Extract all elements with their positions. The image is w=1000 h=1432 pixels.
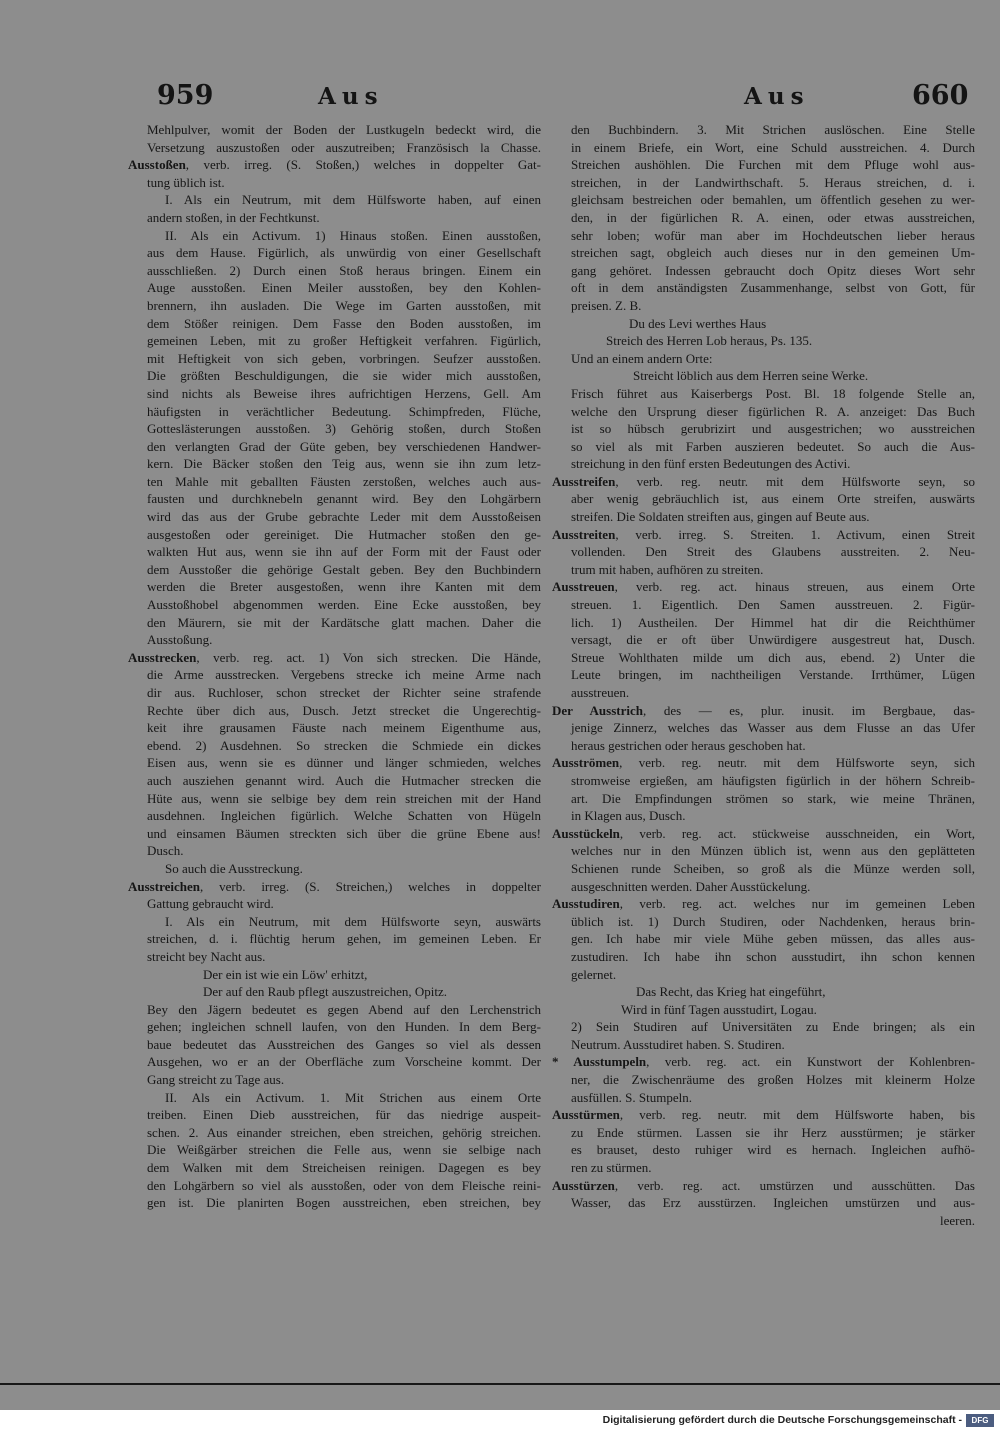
- text-line: wird das aus der Grube gebrachte Leder mit dem Ausstoßeisen: [147, 509, 541, 525]
- headword: Ausstürmen: [552, 1107, 620, 1123]
- text-line: Hüte aus, wenn sie selbige bey dem rein streichen mit der Hand: [147, 790, 541, 806]
- text-line: Auge ausstoßen. Einen Meiler ausstoßen, bey den Kohlen-: [147, 280, 541, 296]
- text-line: oft in dem anständigsten Zusammenhange, selbst von Gott, für: [571, 280, 975, 296]
- entry-headword-line: Ausstürzen, verb. reg. act. umstürzen und ausschütten. Das: [552, 1177, 975, 1193]
- entry-headword-line: Ausstürmen, verb. reg. neutr. mit dem Hülfsworte haben, bis: [552, 1107, 975, 1123]
- text-line: II. Als ein Activum. 1) Hinaus stoßen. Einen ausstoßen,: [165, 227, 541, 243]
- text-line: ausgestoßen oder gereiniget. Die Hutmacher stoßen den ge-: [147, 526, 541, 542]
- entry-headword-line: Ausstreuen, verb. reg. act. hinaus streuen, aus einem Orte: [552, 579, 975, 595]
- text-line: Gotteslästerungen ausstoßen. 3) Gehörig stoßen, durch Stoßen: [147, 421, 541, 437]
- verse-line: Der ein ist wie ein Löw' erhitzt,: [203, 966, 368, 982]
- text-line: So auch die Ausstreckung.: [165, 860, 303, 876]
- text-line: ausstreuen.: [571, 685, 630, 700]
- text-line: Ausstoßhobel abgenommen werden. Eine Ecke ausstoßen, bey: [147, 597, 541, 613]
- verse-line: Wird in fünf Tagen ausstudirt, Logau.: [621, 1001, 817, 1017]
- text-line: Schienen runde Scheiben, so groß als die Münze werden soll,: [571, 860, 975, 876]
- text-line: lich. 1) Austheilen. Der Himmel hat dir die Reichthümer: [571, 614, 975, 630]
- headword: Ausstreichen: [128, 878, 200, 894]
- text-line: I. Als ein Neutrum, mit dem Hülfsworte haben, auf einen: [165, 192, 541, 208]
- text-line: II. Als ein Activum. 1. Mit Strichen aus einem Orte: [165, 1089, 541, 1105]
- text-line: 2) Sein Studiren auf Universitäten zu Ende bringen; als ein: [571, 1019, 975, 1035]
- text-line: gen. Ich habe mir viele Mühe geben müssen, das alles aus-: [571, 931, 975, 947]
- entry-headword-line: Ausstreichen, verb. irreg. (S. Streichen,) welches in doppelter: [128, 878, 541, 894]
- text-line: gleichsam bestreichen oder bemahlen, um öffentlich gesehen zu wer-: [571, 192, 975, 208]
- text-line: ten Mahle mit geballten Fäusten zerstoßen, welches auch aus-: [147, 473, 541, 489]
- text-line: streichen, d. i. flüchtig herum gehen, im gemeinen Leben. Er: [147, 931, 541, 947]
- text-line: treiben. Einen Dieb ausstreichen, für das niedrige auspeit-: [147, 1107, 541, 1123]
- text-line: preisen. Z. B.: [571, 297, 642, 313]
- text-line: Die größten Beschuldigungen, die sie wider mich ausstoßen,: [147, 368, 541, 384]
- text-line: dem Ausstoßer die gehörige Gestalt geben. Bey den Buchbindern: [147, 561, 541, 577]
- text-line: heraus gestrichen oder heraus geschoben hat.: [571, 737, 806, 753]
- entry-headword-line: Ausstreifen, verb. reg. neutr. mit dem Hülfsworte seyn, so: [552, 473, 975, 489]
- text-line: gang gehöret. Indessen gebraucht doch Opitz dieses Wort sehr: [571, 262, 975, 278]
- text-line: Dusch.: [147, 843, 184, 859]
- text-line: aus dem Hause. Figürlich, als unwürdig von einer Gesellschaft: [147, 245, 541, 261]
- text-line: Eisen aus, wenn sie es dünner und länger schmieden, welches: [147, 755, 541, 771]
- text-line: streifen. Die Soldaten streiften aus, gingen auf Beute aus.: [571, 509, 870, 525]
- text-line: kern. Die Bäcker stoßen den Teig aus, wenn sie ihn zum letz-: [147, 456, 541, 472]
- digitization-credit: Digitalisierung gefördert durch die Deutsche Forschungsgemeinschaft -: [602, 1414, 962, 1426]
- verse-line: Du des Levi werthes Haus: [629, 315, 767, 331]
- verse-line: Streich des Herren Lob heraus, Ps. 135.: [606, 333, 813, 349]
- text-line: streichung in den fünf ersten Bedeutungen des Activi.: [571, 456, 851, 472]
- page-number-left: 959: [157, 80, 214, 111]
- text-line: art. Die Empfindungen strömen so stark, wie meine Thränen,: [571, 790, 975, 806]
- text-line: mit Heftigkeit von sich geben, vorbringen. Seufzer ausstoßen.: [147, 350, 541, 366]
- text-line: so viel als mit Farben auszieren bedeutet. So auch die Aus-: [571, 438, 975, 454]
- text-line: gelernet.: [571, 966, 617, 982]
- text-line: werden die Breter ausgestoßen, wenn ihre Kanten mit dem: [147, 579, 541, 595]
- text-line: zustudiren. Ich habe ihn schon ausstudirt, ihn schon kennen: [571, 948, 975, 964]
- text-line: ausfüllen. S. Stumpeln.: [571, 1089, 692, 1105]
- text-line: aber wenig gebräuchlich ist, aus einem Orte streifen, auswärts: [571, 491, 975, 507]
- text-line: I. Als ein Neutrum, mit dem Hülfsworte seyn, auswärts: [165, 913, 541, 929]
- text-line: Ausgehen, wo er an der Oberfläche zum Vorscheine kommt. Der: [147, 1054, 541, 1070]
- text-line: Mehlpulver, womit der Boden der Lustkugeln bedeckt wird, die: [147, 122, 541, 137]
- text-line: dir aus. Ruchloser, schon strecket der Richter seine strafende: [147, 685, 541, 700]
- text-line: streichen, in der Landwirthschaft. 5. Heraus streichen, d. i.: [571, 174, 975, 190]
- text-line: Neutrum. Ausstudiret haben. S. Studiren.: [571, 1036, 785, 1052]
- entry-headword-line: Ausstoßen, verb. irreg. (S. Stoßen,) welches in doppelter Gat-: [128, 157, 541, 173]
- headword: Ausstreuen: [552, 579, 615, 595]
- headword: Der Ausstrich: [552, 702, 643, 718]
- text-line: vollenden. Den Streit des Glaubens ausstreiten. 2. Neu-: [571, 544, 975, 560]
- text-line: baue bedeutet das Ausstreichen des Ganges so viel als dessen: [147, 1036, 541, 1052]
- headword: Ausströmen: [552, 755, 620, 771]
- text-line: in Klagen aus, Dusch.: [571, 808, 686, 824]
- text-line: Frisch führet aus Kaiserbergs Post. Bl. 18 folgende Stelle an,: [571, 385, 975, 401]
- text-line: fausten und durchknebeln genannt wird. Bey den Lohgärbern: [147, 491, 541, 507]
- text-line: Wasser, das Erz ausstürzen. Ingleichen umstürzen und aus-: [571, 1195, 975, 1211]
- text-line: stromweise ergießen, am häufigsten figürlich in der höhern Schreib-: [571, 772, 975, 788]
- text-line: dem Walken mit dem Streicheisen reinigen. Dagegen es bey: [147, 1160, 541, 1176]
- text-line: den Mäurern, sie mit der Kardätsche glatt machen. Daher die: [147, 614, 541, 630]
- text-line: brennern, ihn ausladen. Die Wege im Garten ausstoßen, mit: [147, 297, 541, 313]
- text-line: und einsamen Bäumen streckten sich über die grüne Ebene aus!: [147, 825, 541, 841]
- running-head-right: Aus: [744, 83, 810, 110]
- text-line: welches nur in den Münzen üblich ist, wenn aus den geplätteten: [571, 843, 975, 859]
- page-bottom-rule: [0, 1383, 1000, 1385]
- headword: * Ausstumpeln: [552, 1054, 647, 1070]
- text-line: üblich ist. 1) Durch Studiren, oder Nachdenken, heraus brin-: [571, 913, 975, 929]
- headword: Ausstürzen: [552, 1177, 615, 1193]
- left-column: [128, 121, 541, 1212]
- text-line: andern stoßen, in der Fechtkunst.: [147, 209, 320, 225]
- text-line: jenige Zinnerz, welches das Wasser aus dem Flusse an das Ufer: [571, 720, 975, 736]
- text-line: ren zu stürmen.: [571, 1160, 652, 1176]
- text-line: Rechte über dich aus, Dusch. Jetzt strecket die Ungerechtig-: [147, 702, 541, 718]
- text-line: ist so hübsch gerubrizirt und ausgestrichen; wo ausstreichen: [571, 421, 975, 437]
- text-line: Die Weißgärber streichen die Felle aus, wenn sie selbige nach: [147, 1142, 541, 1158]
- text-line: tung üblich ist.: [147, 174, 225, 190]
- text-line: trum mit haben, aufhören zu streiten.: [571, 561, 764, 577]
- text-line: schen. 2. Aus einander streichen, eben streichen, gehörig streichen.: [147, 1124, 541, 1140]
- page-number-right: 660: [912, 80, 969, 111]
- text-line: leeren.: [939, 1212, 975, 1228]
- text-line: es brauset, desto ruhiger wird es hernach. Ingleichen aufhö-: [571, 1142, 975, 1158]
- running-head-left: Aus: [318, 83, 384, 110]
- text-line: den Buchbindern. 3. Mit Strichen auslöschen. Eine Stelle: [571, 122, 975, 137]
- text-line: ausgeschnitten werden. Daher Ausstückelung.: [571, 878, 811, 894]
- text-line: den verlangten Grad der Güte geben, bey verschiedenen Handwer-: [147, 438, 541, 454]
- text-line: sehr loben; wofür man aber im Hochdeutschen lieber heraus: [571, 227, 975, 243]
- text-line: Gattung gebraucht wird.: [147, 896, 274, 912]
- text-line: ner, die Zwischenräume des großen Holzes mit kleinerm Holze: [571, 1072, 975, 1088]
- right-column: [552, 121, 976, 1229]
- entry-headword-line: Ausstudiren, verb. reg. act. welches nur im gemeinen Leben: [552, 896, 975, 912]
- text-line: dem Stößer reinigen. Dem Fasse den Boden ausstoßen, im: [147, 315, 541, 331]
- text-line: den Lohgärbern so viel als ausstoßen, oder von dem Fleische reini-: [147, 1177, 541, 1193]
- text-line: Ausstoßung.: [147, 632, 213, 648]
- verse-line: Der auf den Raub pflegt auszustreichen, Opitz.: [203, 984, 448, 1000]
- text-line: ausdehnen. Ingleichen figürlich. Welche Schatten von Hügeln: [147, 808, 541, 824]
- text-line: Streue Wohlthaten milde um dich aus, ebend. 2) Unter die: [571, 649, 975, 665]
- headword: Ausstreiten: [552, 526, 616, 542]
- text-line: in einem Briefe, ein Wort, eine Schuld ausstreichen. 4. Durch: [571, 139, 975, 155]
- headword: Ausstreifen: [552, 473, 616, 489]
- text-line: Leute bringen, im nachtheiligen Verstande. Irrthümer, Lügen: [571, 667, 975, 683]
- headword: Ausstoßen: [128, 157, 186, 173]
- text-line: walkten Hut aus, wenn sie ihn auf der Form mit der Faust oder: [147, 544, 541, 560]
- entry-headword-line: Ausstückeln, verb. reg. act. stückweise ausschneiden, ein Wort,: [552, 825, 975, 841]
- entry-headword-line: Der Ausstrich, des — es, plur. inusit. im Bergbaue, das-: [552, 702, 975, 718]
- headword: Ausstrecken: [128, 649, 197, 665]
- headword: Ausstückeln: [552, 825, 620, 841]
- entry-headword-line: Ausstreiten, verb. irreg. S. Streiten. 1. Activum, einen Streit: [552, 526, 975, 542]
- verse-line: Streicht löblich aus dem Herren seine Werke.: [633, 368, 869, 384]
- text-line: keit ihre grausamen Fäuste nach meinem Eigenthume aus,: [147, 720, 541, 736]
- text-line: Bey den Jägern bedeutet es gegen Abend auf den Lerchenstrich: [147, 1001, 541, 1017]
- dfg-logo-icon: DFG: [966, 1414, 994, 1427]
- text-line: ebend. 2) Ausdehnen. So strecken die Schmiede ein dickes: [147, 737, 541, 753]
- footer-bar: [0, 1410, 1000, 1432]
- text-line: die Arme ausstrecken. Vergebens strecke ich meine Arme nach: [147, 667, 541, 683]
- text-line: ausschließen. 2) Durch einen Stoß heraus bringen. Einem ein: [147, 262, 541, 278]
- text-line: den, in der figürlichen R. A. einen, oder etwas ausstreichen,: [571, 209, 975, 225]
- text-line: gen ist. Die planirten Bogen ausstreichen, eben streichen, bey: [147, 1195, 541, 1211]
- text-line: streicht bey Nacht aus.: [147, 948, 266, 964]
- text-line: gehen; ingleichen schnell laufen, von den Hunden. In dem Berg-: [147, 1019, 541, 1035]
- text-line: zu Ende stürmen. Lassen sie ihr Herz ausstürmen; je stärker: [571, 1124, 975, 1140]
- entry-headword-line: Ausstrecken, verb. reg. act. 1) Von sich strecken. Die Hände,: [128, 649, 541, 665]
- text-line: sind nichts als Beweise ihres aufrichtigen Herzens, Gell. Am: [147, 385, 541, 401]
- text-line: streuen. 1. Eigentlich. Den Samen ausstreuen. 2. Figür-: [571, 597, 975, 613]
- text-line: häufigsten in verächtlicher Bedeutung. Schimpfreden, Flüche,: [147, 403, 541, 419]
- text-line: Streichen aushöhlen. Die Furchen mit dem Pfluge wohl aus-: [571, 157, 975, 173]
- entry-headword-line: * Ausstumpeln, verb. reg. act. ein Kunstwort der Kohlenbren-: [552, 1054, 976, 1070]
- headword: Ausstudiren: [552, 896, 620, 912]
- text-line: gemeinen Leben, mit zu großer Heftigkeit verfahren. Figürlich,: [147, 333, 541, 349]
- entry-headword-line: Ausströmen, verb. reg. neutr. mit dem Hülfsworte seyn, sich: [552, 755, 975, 771]
- text-line: Gang streicht zu Tage aus.: [147, 1072, 285, 1088]
- text-line: versagt, die er oft über Unwürdigere ausgestreut hat, Dusch.: [571, 632, 975, 648]
- text-line: Und an einem andern Orte:: [571, 350, 713, 366]
- text-line: auch ausziehen genannt wird. Auch die Hutmacher strecken die: [147, 772, 541, 788]
- text-line: Versetzung auszustoßen oder auszutreiben; Französisch la Chasse.: [147, 139, 541, 155]
- text-line: welche den Ursprung dieser figürlichen R. A. anzeiget: Das Buch: [571, 403, 975, 419]
- verse-line: Das Recht, das Krieg hat eingeführt,: [636, 984, 826, 1000]
- text-line: streichen sagt, obgleich auch dieses nur in den gemeinen Um-: [571, 245, 975, 261]
